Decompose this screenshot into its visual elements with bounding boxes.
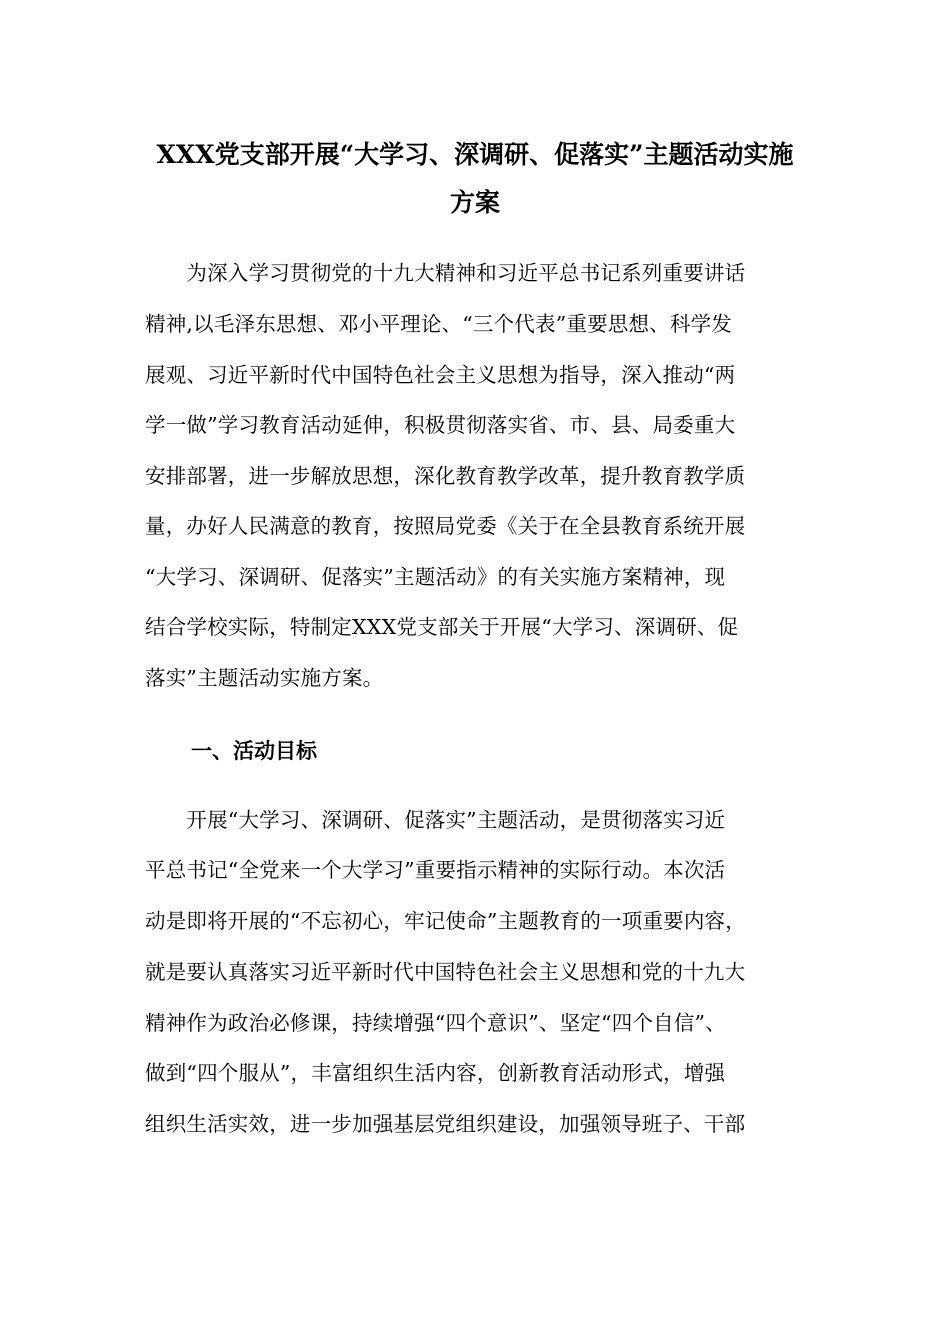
- intro-line-9: 落实”主题活动实施方案。: [145, 666, 384, 690]
- section-1-heading: 一、活动目标: [191, 738, 317, 763]
- intro-line-8: 结合学校实际，特制定XXX党支部关于开展“大学习、深调研、促: [145, 615, 739, 639]
- section-1-line-4: 就是要认真落实习近平新时代中国特色社会主义思想和党的十九大: [145, 960, 746, 984]
- section-1-line-3: 动是即将开展的“不忘初心，牢记使命”主题教育的一项重要内容，: [145, 909, 746, 933]
- section-1-line-1: 开展“大学习、深调研、促落实”主题活动，是贯彻落实习近: [145, 808, 726, 832]
- section-1-line-6: 做到“四个服从”，丰富组织生活内容，创新教育活动形式，增强: [145, 1061, 726, 1085]
- intro-line-3: 展观、习近平新时代中国特色社会主义思想为指导，深入推动“两: [145, 363, 736, 387]
- document-title-line-1: XXX党支部开展“大学习、深调研、促落实”主题活动实施: [156, 140, 794, 169]
- intro-line-1: 为深入学习贯彻党的十九大精神和习近平总书记系列重要讲话: [145, 261, 746, 285]
- section-1-line-5: 精神作为政治必修课，持续增强“四个意识”、坚定“四个自信”、: [145, 1011, 726, 1035]
- intro-line-7: “大学习、深调研、促落实”主题活动》的有关实施方案精神，现: [145, 565, 726, 589]
- intro-line-5: 安排部署，进一步解放思想，深化教育教学改革，提升教育教学质: [145, 464, 746, 488]
- section-1-line-7: 组织生活实效，进一步加强基层党组织建设，加强领导班子、干部: [145, 1112, 746, 1136]
- intro-line-2: 精神,以毛泽东思想、邓小平理论、“三个代表”重要思想、科学发: [145, 312, 732, 336]
- document-title-line-2: 方案: [449, 188, 500, 217]
- intro-line-6: 量，办好人民满意的教育，按照局党委《关于在全县教育系统开展: [145, 514, 746, 538]
- intro-line-4: 学一做”学习教育活动延伸，积极贯彻落实省、市、县、局委重大: [145, 413, 736, 437]
- section-1-line-2: 平总书记“全党来一个大学习”重要指示精神的实际行动。本次活: [145, 858, 726, 882]
